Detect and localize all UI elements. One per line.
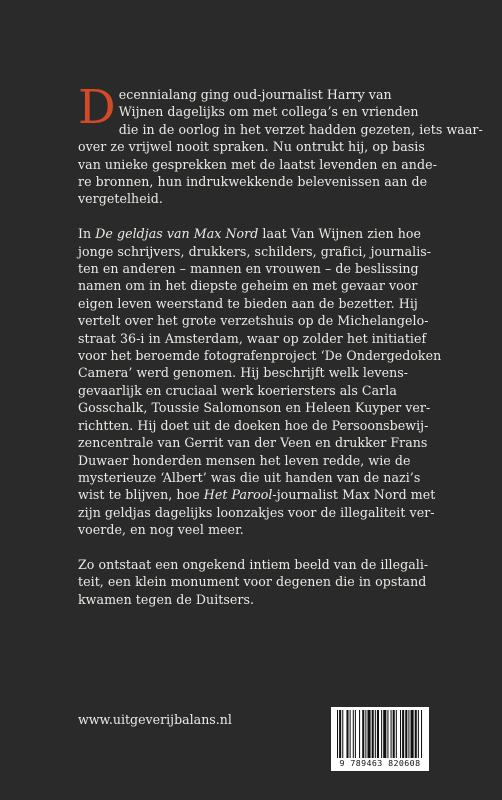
barcode-bar: [391, 710, 392, 758]
text-line: namen om in het diepste geheim en met gevaar voor: [78, 278, 418, 294]
text-line: van unieke gesprekken met de laatst levenden en ande-: [78, 156, 437, 172]
text-run: -journalist Max Nord met: [272, 487, 436, 503]
paragraph-1: [78, 80, 483, 208]
text-line: teit, een klein monument voor degenen die in opstand: [78, 574, 427, 590]
barcode-bar: [372, 710, 374, 758]
barcode-bar: [365, 710, 366, 758]
text-line: ten en anderen – mannen en vrouwen – de beslissing: [78, 261, 419, 277]
text-line: voor het beroemde fotografenproject ‘De Ondergedoken: [78, 348, 442, 364]
text-line: Camera’ werd genomen. Hij beschrijft welk levens-: [78, 365, 409, 381]
barcode-bar: [396, 710, 397, 758]
barcode-bar: [408, 710, 409, 758]
barcode-bar: [415, 710, 417, 758]
drop-cap: D: [78, 80, 116, 135]
barcode-bar: [375, 710, 376, 758]
text-line: Wijnen dagelijks om met collega’s en vrienden: [118, 104, 419, 120]
isbn-number: 9 789463 820608: [339, 758, 421, 768]
paragraph-2: [78, 225, 442, 538]
barcode-bar: [337, 710, 338, 758]
text-line: Gosschalk, Toussie Salomonson en Heleen Kuyper ver-: [78, 400, 431, 416]
text-run: wist te blijven, hoe: [78, 487, 200, 503]
blurb: [78, 80, 483, 626]
barcode-bar: [353, 710, 354, 758]
barcode-bar: [383, 710, 386, 758]
barcode-bar: [402, 710, 404, 758]
barcode-bar: [387, 710, 388, 758]
text-line: mysterieuze ‘Albert’ was die uit handen van de nazi’s: [78, 469, 421, 485]
text-line: straat 36-i in Amsterdam, waar op zolder het initiatief: [78, 330, 427, 346]
barcode-bar: [405, 710, 407, 758]
barcode-bar: [381, 710, 382, 758]
isbn-barcode: [331, 707, 429, 771]
barcode-bar: [377, 710, 379, 758]
text-line: voerde, en nog veel meer.: [78, 522, 244, 538]
barcode-bar: [355, 710, 356, 758]
barcode-bar: [342, 710, 343, 758]
text-line: eigen leven weerstand te bieden aan de bezetter. Hij: [78, 295, 418, 311]
barcode-bar: [346, 710, 348, 758]
barcode-bar: [411, 710, 414, 758]
text-line: Duwaer honderden mensen het leven redde, wie de: [78, 452, 411, 468]
barcode-bars: [335, 710, 425, 758]
barcode-bar: [421, 710, 422, 758]
text-line: [78, 486, 436, 503]
text-line: over ze vrijwel nooit spraken. Nu ontrukt hij, op basis: [78, 139, 425, 155]
paragraph-3: [78, 556, 429, 608]
text-line: Zo ontstaat een ongekend intiem beeld van de illegali-: [78, 556, 429, 572]
newspaper-title: Het Parool: [203, 487, 273, 503]
text-line: zencentrale van Gerrit van der Veen en drukker Frans: [78, 435, 428, 451]
text-line: gevaarlijk en cruciaal werk koeriersters als Carla: [78, 382, 397, 398]
barcode-bar: [418, 710, 419, 758]
text-line: re bronnen, hun indrukwekkende belevenissen aan de: [78, 174, 428, 190]
text-run: laat Van Wijnen zien hoe: [258, 226, 422, 242]
text-line: vertelt over het grote verzetshuis op de Michelangelo-: [78, 313, 429, 329]
book-title: De geldjas van Max Nord: [95, 226, 259, 242]
text-line: die in de oorlog in het verzet hadden gezeten, iets waar-: [118, 121, 483, 137]
barcode-bar: [362, 710, 364, 758]
text-line: vergetelheid.: [78, 191, 163, 207]
text-run: In: [78, 226, 96, 242]
text-line: ecennialang ging oud-journalist Harry van: [118, 87, 392, 102]
barcode-bar: [350, 710, 351, 758]
barcode-bar: [400, 710, 401, 758]
publisher-website[interactable]: www.uitgeverijbalans.nl: [78, 712, 232, 727]
text-line: richtten. Hij doet uit de doeken hoe de Persoonsbewij-: [78, 417, 429, 433]
text-line: jonge schrijvers, drukkers, schilders, grafici, journalis-: [78, 243, 432, 259]
text-line: kwamen tegen de Duitsers.: [78, 591, 255, 607]
barcode-bar: [359, 710, 360, 758]
text-line: [78, 225, 422, 242]
text-line: zijn geldjas dagelijks loonzakjes voor de illegaliteit ver-: [78, 504, 435, 520]
barcode-bar: [367, 710, 370, 758]
barcode-bar: [339, 710, 341, 758]
barcode-bar: [393, 710, 395, 758]
